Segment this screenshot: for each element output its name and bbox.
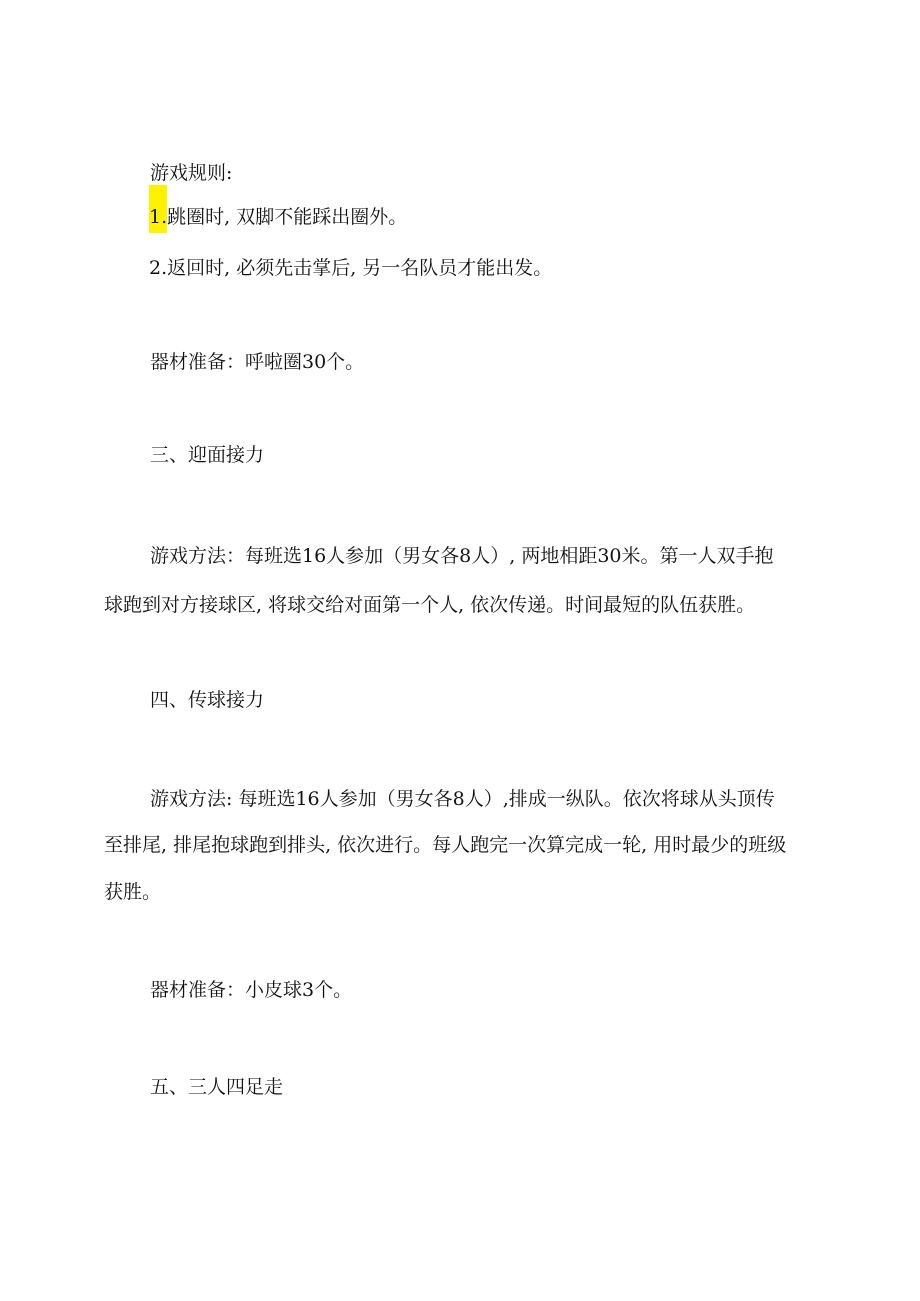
section-3-title: 三、迎面接力	[150, 444, 265, 466]
section-4-method-line-3: 获胜。	[104, 881, 162, 903]
rule-1-number: 1.	[149, 206, 168, 228]
rule-2: 2.返回时, 必须先击掌后, 另一名队员才能出发。	[149, 257, 553, 279]
rule-1-text: 跳圈时, 双脚不能踩出圈外。	[167, 206, 408, 228]
rule-1	[149, 204, 407, 230]
section-3-method-line-2: 球跑到对方接球区, 将球交给对面第一个人, 依次传递。时间最短的队伍获胜。	[104, 594, 756, 616]
section-3-method-line-1: 游戏方法：每班选16人参加（男女各8人）, 两地相距30米。第一人双手抱	[150, 545, 774, 567]
equipment-note-2: 器材准备：小皮球3个。	[150, 979, 353, 1001]
section-4-method-line-1: 游戏方法: 每班选16人参加（男女各8人）,排成一纵队。依次将球从头顶传	[150, 788, 775, 810]
section-4-title: 四、传球接力	[150, 689, 265, 711]
section-4-method-line-2: 至排尾, 排尾抱球跑到排头, 依次进行。每人跑完一次算完成一轮, 用时最少的班级	[104, 834, 787, 856]
rules-heading: 游戏规则:	[150, 162, 233, 184]
equipment-note-1: 器材准备：呼啦圈30个。	[150, 351, 365, 373]
section-5-title: 五、三人四足走	[150, 1076, 284, 1098]
